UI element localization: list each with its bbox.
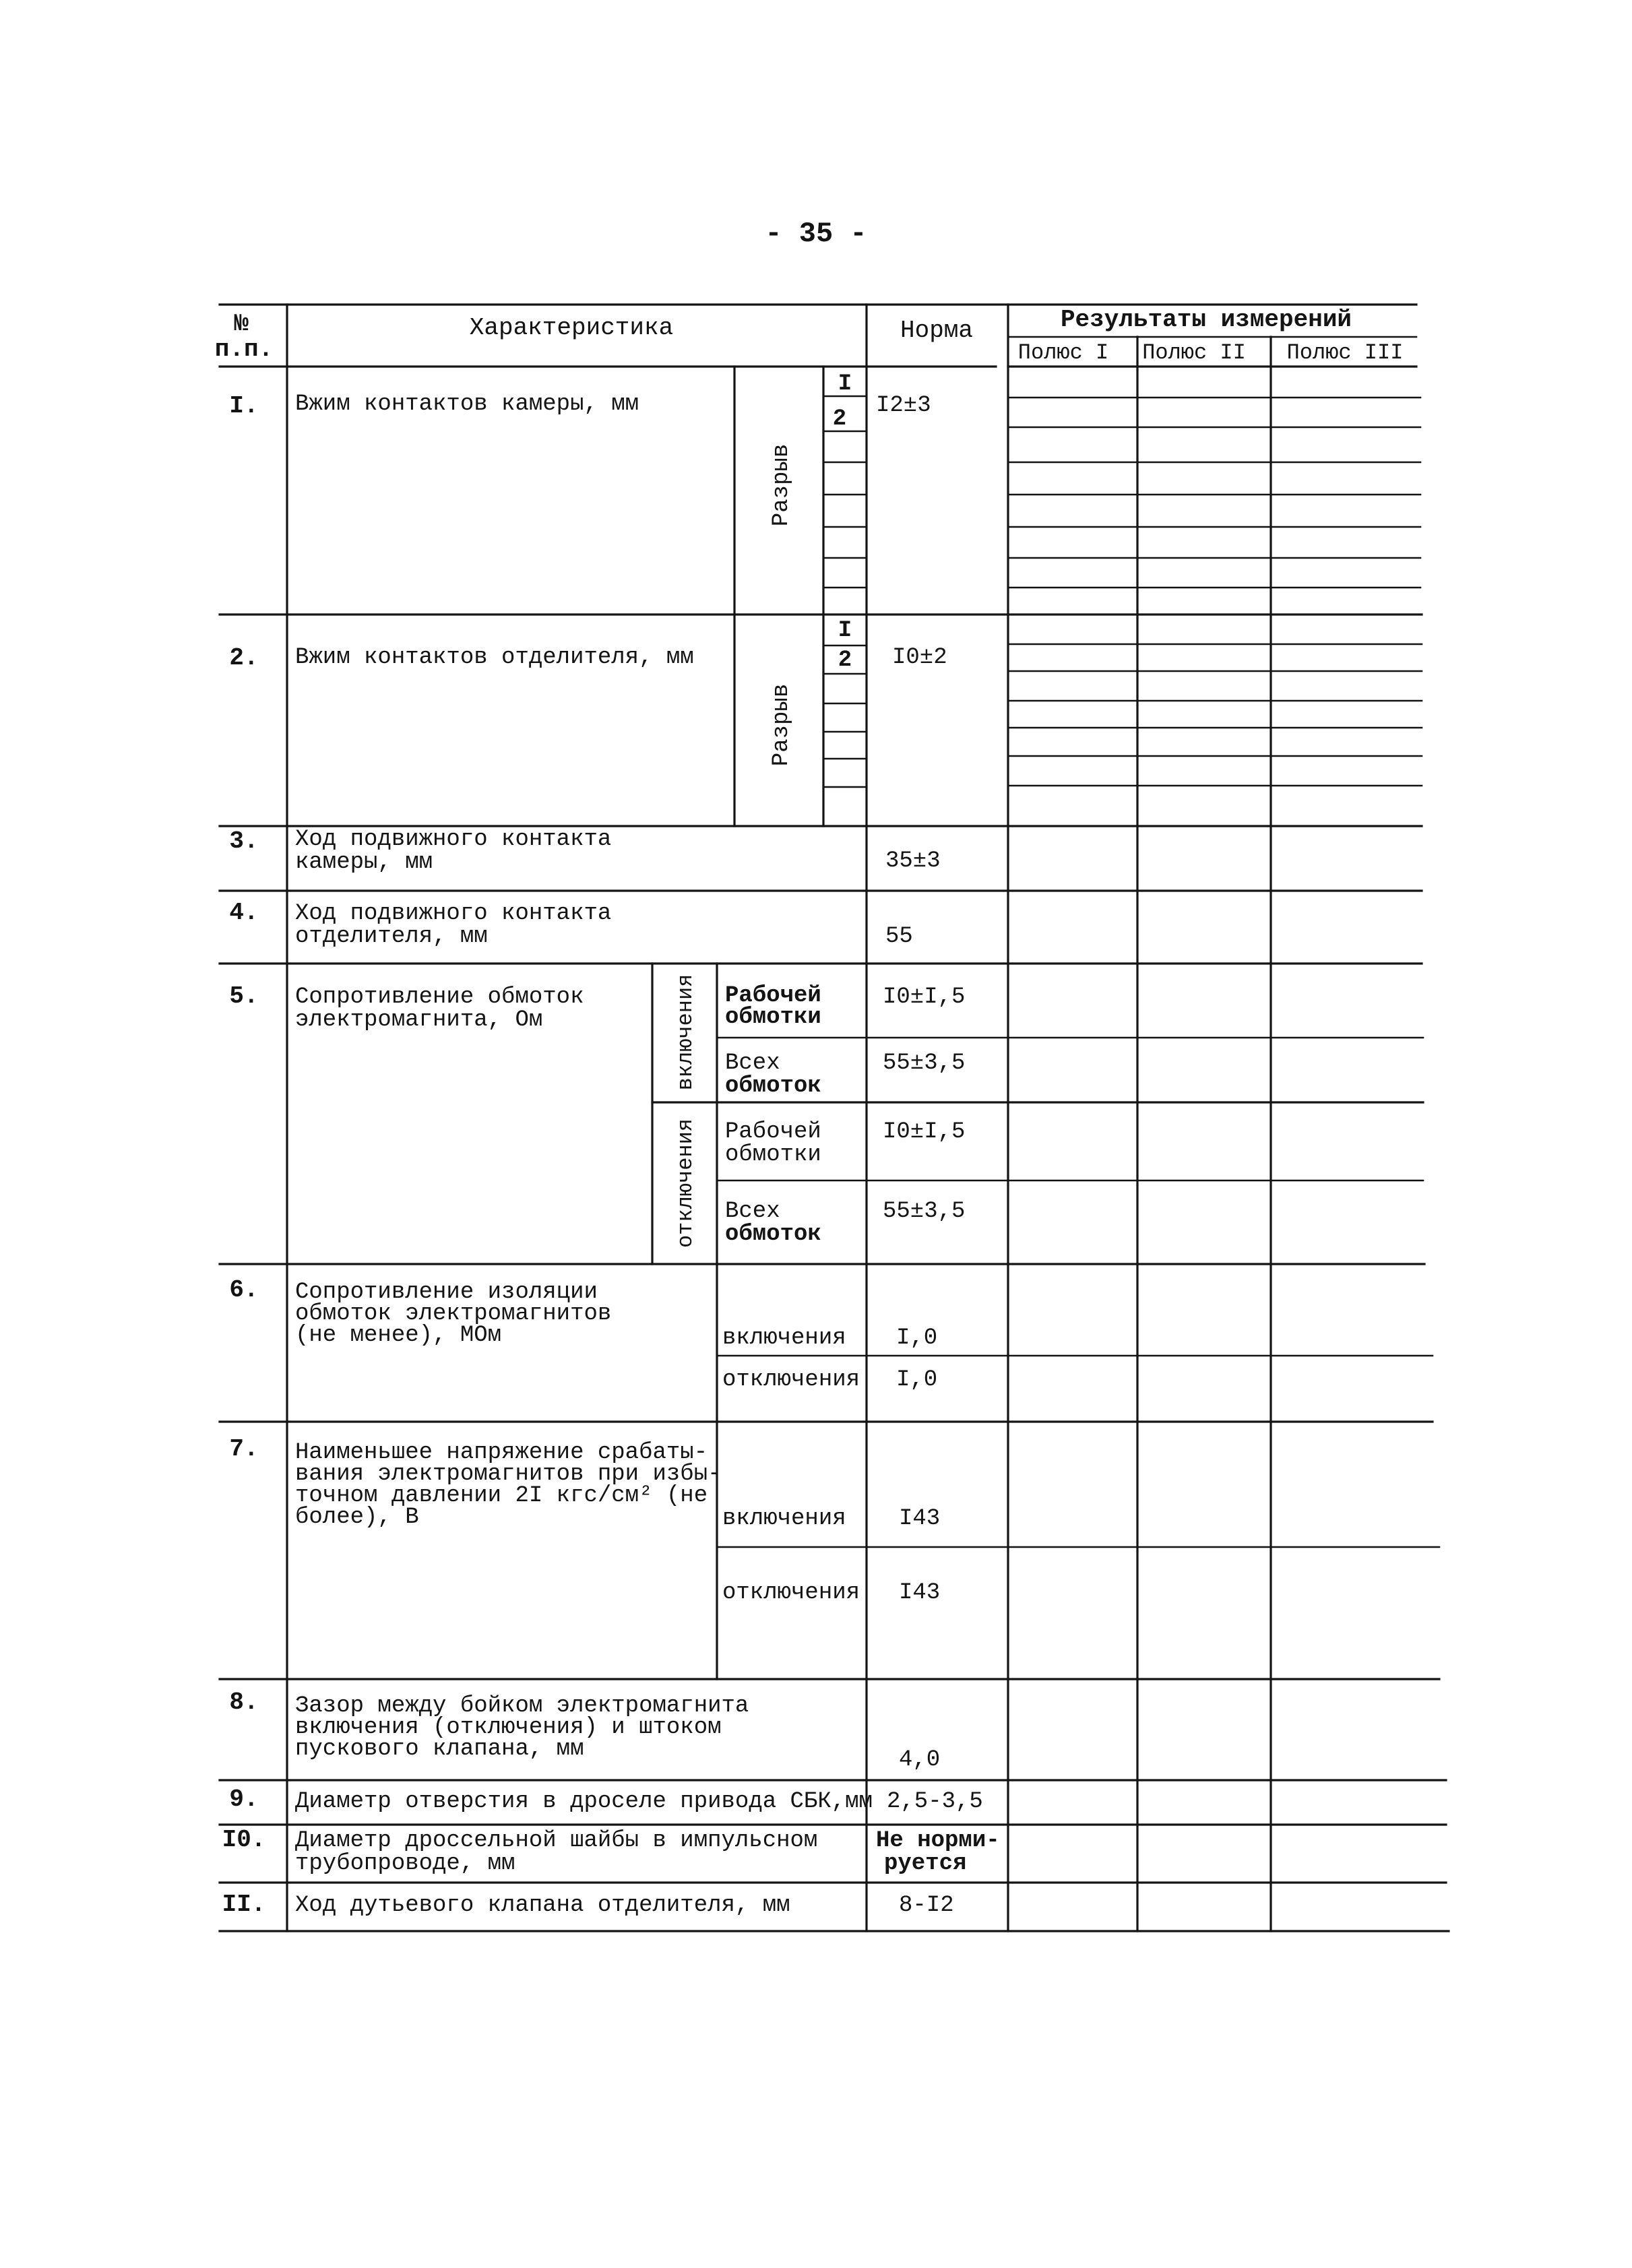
header-pole-3: Полюс III	[1286, 340, 1404, 365]
row-7-number: 7.	[229, 1435, 259, 1463]
header-characteristic: Характеристика	[469, 314, 674, 342]
row-5-text-line-2: электромагнита, Ом	[295, 1007, 543, 1033]
row-5-g2-item-2-norm: 55±3,5	[883, 1199, 966, 1224]
row-1-break-2: 2	[832, 406, 847, 432]
row-5-text-line-1: Сопротивление обмоток	[295, 984, 584, 1010]
row-4-text-line-1: Ход подвижного контакта	[295, 901, 612, 926]
table-grid	[220, 305, 1449, 1931]
row-3-number: 3.	[229, 827, 259, 855]
row-8-number: 8.	[229, 1689, 259, 1716]
row-2-break-1: I	[838, 618, 852, 643]
header-pole-1: Полюс I	[1017, 340, 1109, 365]
row-8-text-line-1: Зазор между бойком электромагнита	[295, 1693, 749, 1719]
row-1-side-label: Разрыв	[769, 443, 794, 527]
row-5-g1-item-2-norm: 55±3,5	[883, 1050, 966, 1076]
row-4-norm: 55	[885, 924, 913, 949]
row-3-norm: 35±3	[885, 848, 941, 874]
row-4-number: 4.	[229, 899, 259, 926]
row-5-g2-item-1-line-2: обмотки	[725, 1142, 821, 1168]
row-5-group-1-label: включения	[673, 974, 698, 1091]
row-6-item-1-norm: I,0	[896, 1325, 938, 1351]
row-7-item-2-label: отключения	[722, 1580, 860, 1606]
row-9-norm: 2,5-3,5	[887, 1789, 983, 1815]
row-7-item-1-norm: I43	[899, 1506, 941, 1532]
row-3-text-line-1: Ход подвижного контакта	[295, 827, 612, 852]
row-6-item-1-label: включения	[722, 1325, 846, 1351]
row-9-text: Диаметр отверстия в дроселе привода СБК,мм	[295, 1789, 873, 1815]
row-7-item-1-label: включения	[722, 1506, 846, 1532]
row-7-item-2-norm: I43	[899, 1580, 941, 1606]
row-5-g1-item-1-line-1: Рабочей	[725, 983, 821, 1009]
row-5-number: 5.	[229, 982, 259, 1010]
row-11-number: II.	[222, 1891, 266, 1918]
row-5-g2-item-2-line-1: Всех	[725, 1199, 780, 1224]
row-6-item-2-norm: I,0	[896, 1367, 938, 1393]
row-7-text-line-4: более), В	[295, 1505, 419, 1530]
header-norm: Норма	[900, 317, 974, 344]
row-1-norm: I2±3	[876, 393, 931, 418]
row-5-g2-item-1-line-1: Рабочей	[725, 1119, 821, 1145]
row-3-text-line-2: камеры, мм	[295, 850, 433, 875]
row-11-text: Ход дутьевого клапана отделителя, мм	[295, 1893, 790, 1918]
row-9-number: 9.	[229, 1786, 259, 1813]
row-10-text-line-1: Диаметр дроссельной шайбы в импульсном	[295, 1828, 818, 1854]
row-5-g2-item-2-line-2: обмоток	[725, 1222, 821, 1247]
row-2-number: 2.	[229, 644, 259, 672]
row-8-norm: 4,0	[899, 1747, 941, 1773]
row-6-text-line-1: Сопротивление изоляции	[295, 1280, 598, 1305]
row-6-number: 6.	[229, 1276, 259, 1304]
row-8-text-line-2: включения (отключения) и штоком	[295, 1715, 722, 1740]
header-num-label: п.п.	[214, 336, 274, 363]
row-1-break-1: I	[838, 371, 852, 397]
row-2-norm: I0±2	[892, 645, 947, 670]
row-5-g1-item-2-line-2: обмоток	[725, 1073, 821, 1099]
row-1-text: Вжим контактов камеры, мм	[295, 391, 639, 417]
row-6-item-2-label: отключения	[722, 1367, 860, 1393]
row-5-g1-item-1-line-2: обмотки	[725, 1005, 821, 1030]
row-8-text-line-3: пускового клапана, мм	[295, 1736, 584, 1762]
row-6-text-line-3: (не менее), МОм	[295, 1323, 502, 1348]
row-5-g1-item-2-line-1: Всех	[725, 1050, 780, 1076]
row-10-norm-line-1: Не норми-	[876, 1828, 1000, 1854]
page-number: - 35 -	[765, 218, 867, 250]
row-7-text-line-3: точном давлении 2I кгс/см² (не	[295, 1483, 708, 1509]
row-10-norm-line-2: руется	[884, 1851, 967, 1877]
row-4-text-line-2: отделителя, мм	[295, 924, 488, 949]
row-1-number: I.	[229, 392, 259, 420]
row-10-number: I0.	[222, 1826, 266, 1854]
row-5-g2-item-1-norm: I0±I,5	[883, 1119, 966, 1145]
row-2-break-2: 2	[838, 648, 852, 673]
row-2-text: Вжим контактов отделителя, мм	[295, 645, 694, 670]
row-7-text-line-1: Наименьшее напряжение срабаты-	[295, 1440, 708, 1466]
row-2-side-label: Разрыв	[769, 683, 794, 767]
row-7-text-line-2: вания электромагнитов при избы-	[295, 1461, 722, 1487]
row-5-group-2-label: отключения	[673, 1118, 698, 1249]
row-10-text-line-2: трубопроводе, мм	[295, 1851, 515, 1877]
row-11-norm: 8-I2	[899, 1893, 954, 1918]
row-6-text-line-2: обмоток электромагнитов	[295, 1301, 612, 1327]
header-results: Результаты измерений	[1060, 306, 1352, 334]
header-pole-2: Полюс II	[1142, 340, 1246, 365]
row-5-g1-item-1-norm: I0±I,5	[883, 984, 966, 1010]
header-num-symbol: №	[234, 310, 249, 338]
